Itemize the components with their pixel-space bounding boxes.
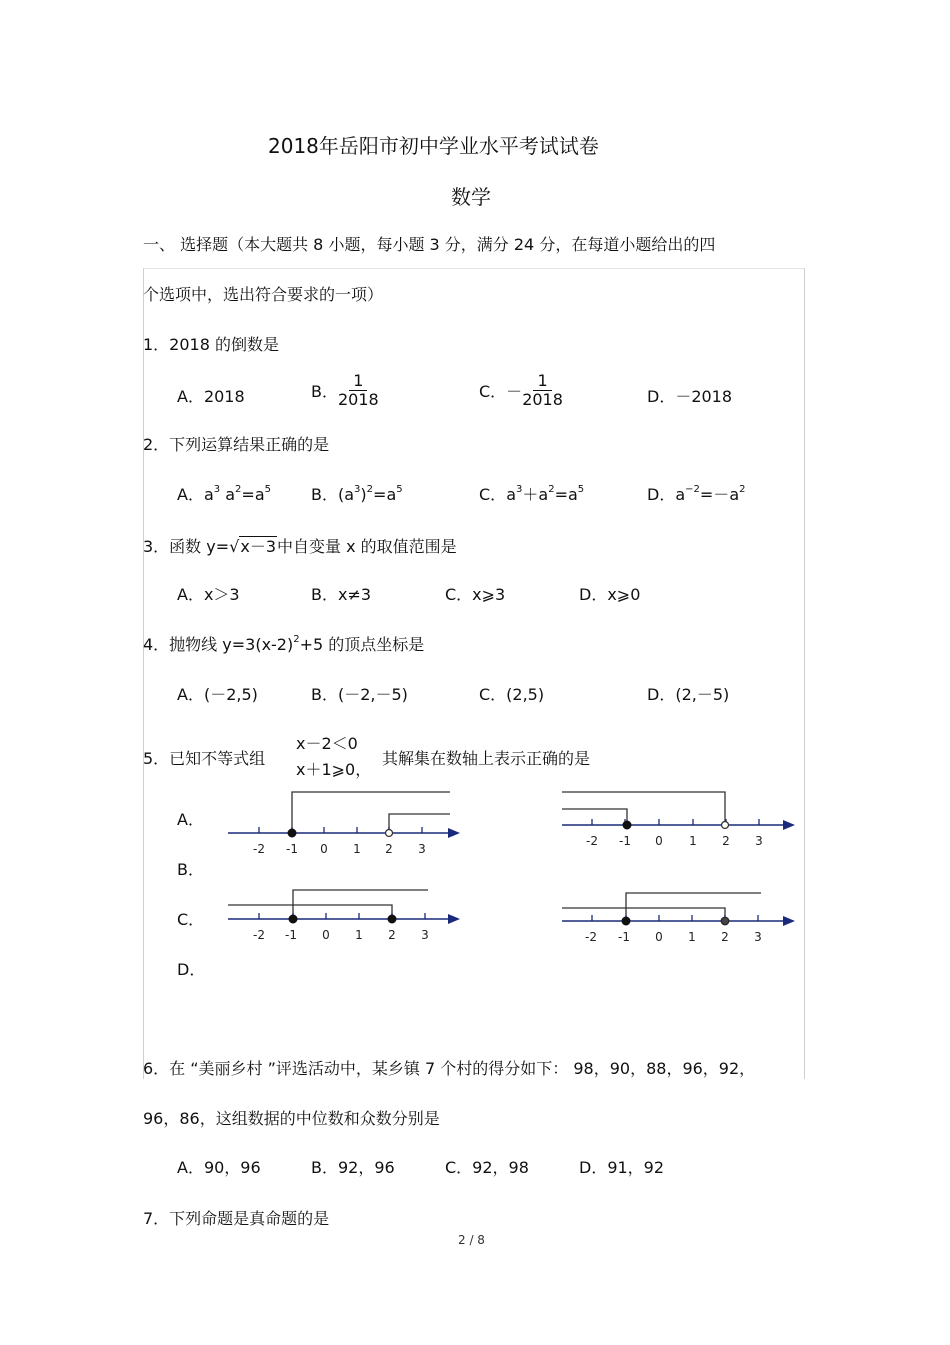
page-number: 2 / 8 [458,1233,485,1247]
q2-stem: 2．下列运算结果正确的是 [143,435,330,454]
tick-label: -2 [253,842,265,856]
q1-c-fraction: $\frac{1}{2018}$ [522,371,563,409]
subject-title: 数学 [451,185,491,209]
q6-option-b: B．92，96 [311,1158,395,1177]
q6-option-d: D．91，92 [579,1158,665,1177]
q6-option-a: A．90，96 [177,1158,261,1177]
hollow-dot [386,830,393,837]
tick-label: 2 [722,834,730,848]
tick-label: 1 [355,928,363,942]
tick-label: -2 [585,930,597,944]
q7-stem: 7．下列命题是真命题的是 [143,1209,330,1228]
q6-stem-line2: 96，86，这组数据的中位数和众数分别是 [143,1109,440,1128]
q3-option-c: C．x⩾3 [445,585,506,604]
solid-dot [388,915,396,923]
q5-label-b: B． [177,860,204,879]
q5-stem-pre: 5．已知不等式组 [143,749,266,768]
section-heading-line2: 个选项中，选出符合要求的一项） [143,285,384,304]
solid-dot [622,917,630,925]
q6-stem-line1: 6．在 “美丽乡村 ”评选活动中，某乡镇 7 个村的得分如下： 98，90，88，96，92， [143,1059,756,1078]
solid-dot [721,917,729,925]
q4-option-c: C．(2,5) [479,685,545,704]
q4-option-a: A．(－2,5) [177,685,258,704]
tick-label: 3 [421,928,429,942]
q3-option-a: A．x＞3 [177,585,240,604]
tick-label: 2 [721,930,729,944]
q5-label-d: D． [177,960,206,979]
q3-stem: 3．函数 y=√x－3中自变量 x 的取值范围是 [143,537,457,556]
solution-bracket-1 [626,893,761,921]
sqrt-sign: √ [229,537,240,556]
tick-label: 3 [754,930,762,944]
number-line-d [560,883,800,958]
tick-label: 0 [320,842,328,856]
q3-option-d: D．x⩾0 [579,585,641,604]
q4-option-d: D．(2,－5) [647,685,730,704]
tick-label: 1 [689,834,697,848]
q1-stem: 1．2018 的倒数是 [143,335,279,354]
tick-label: -1 [619,834,631,848]
q5-label-c: C． [177,910,205,929]
number-line-a [225,785,465,860]
hollow-dot [722,822,729,829]
exam-title: 2018年岳阳市初中学业水平考试试卷 [268,134,599,158]
number-line-b [560,780,800,855]
tick-label: 3 [418,842,426,856]
q2-option-a: A．$a^3$ $a^2=a^5$ [177,483,272,504]
q6-option-c: C．92，98 [445,1158,529,1177]
q1-option-c: C．－ $\frac{1}{2018}$ [479,371,563,409]
q5-stem-post: 其解集在数轴上表示正确的是 [382,749,591,768]
tick-label: -2 [586,834,598,848]
solid-dot [623,821,631,829]
section-heading-line1: 一、 选择题（本大题共 8 小题，每小题 3 分，满分 24 分，在每道小题给出的四 [143,235,716,254]
solid-dot [288,829,296,837]
q1-option-d: D．－2018 [647,387,733,406]
q1-b-fraction: $\frac{1}{2018}$ [337,371,379,409]
solution-bracket-2 [228,905,392,919]
tick-label: 0 [322,928,330,942]
q3-radicand: x－3 [240,537,277,556]
tick-label: -1 [618,930,630,944]
tick-label: 1 [688,930,696,944]
tick-label: 1 [353,842,361,856]
tick-label: 0 [655,834,663,848]
axis-arrow [448,828,460,838]
tick-label: 2 [385,842,393,856]
axis-arrow [448,914,460,924]
q5-inequality-2: x＋1⩾0， [296,760,372,779]
q1-option-b: B． $\frac{1}{2018}$ [311,371,379,409]
tick-label: -1 [285,928,297,942]
solution-bracket-2 [562,809,627,825]
axis-arrow [783,916,795,926]
q3-option-b: B．x≠3 [311,585,372,604]
solution-bracket-2 [389,814,450,833]
tick-label: 0 [655,930,663,944]
q2-option-b: B．$(a^3)^2=a^5$ [311,483,403,504]
solution-bracket-1 [292,792,450,833]
q2-option-d: D．$a^{-2}=-a^2$ [647,483,746,504]
tick-label: -1 [286,842,298,856]
q4-stem: 4．抛物线 $y=3(x-2)^2+5$ 的顶点坐标是 [143,633,425,654]
solid-dot [289,915,297,923]
q2-option-c: C．$a^3+a^2=a^5$ [479,483,585,504]
axis-arrow [783,820,795,830]
q1-option-a: A．2018 [177,387,245,406]
q5-label-a: A． [177,810,204,829]
tick-label: 2 [388,928,396,942]
tick-label: 3 [755,834,763,848]
q5-inequality-1: x－2＜0 [296,734,358,753]
q4-option-b: B．(－2,－5) [311,685,408,704]
tick-label: -2 [253,928,265,942]
solution-bracket-2 [562,908,725,921]
number-line-c [225,880,465,955]
